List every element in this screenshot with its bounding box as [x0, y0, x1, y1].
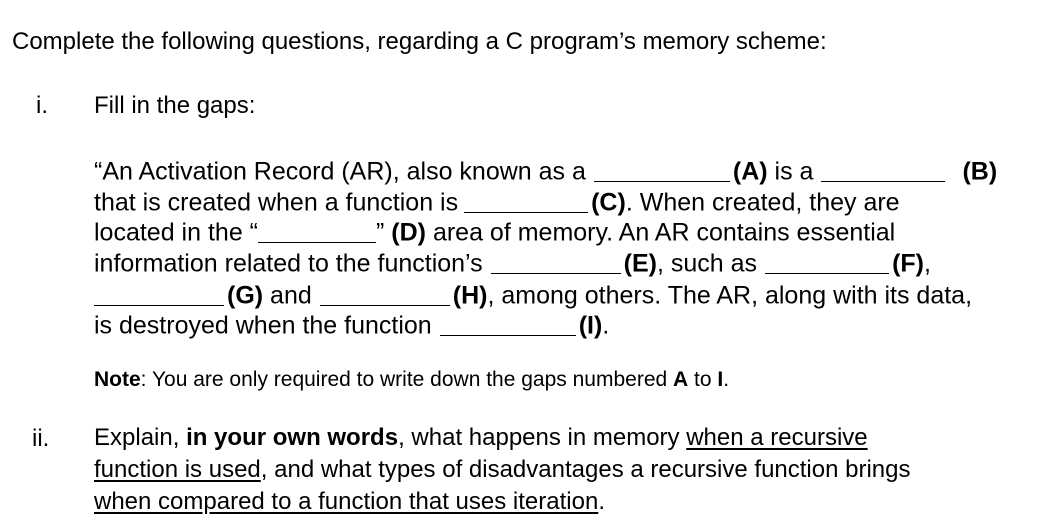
question-number-ii: ii. [32, 425, 50, 452]
gap-label-d: (D) [391, 218, 426, 247]
paragraph-line-2 [94, 186, 900, 217]
paragraph-line-6 [94, 309, 609, 340]
question-ii-line-2 [94, 456, 911, 484]
line-text: , among others. The AR, along with its data, [487, 281, 973, 310]
paragraph-line-1 [94, 155, 997, 186]
q2-underlined: when a recursive [686, 424, 868, 451]
question-ii-line-1 [94, 424, 868, 452]
paragraph-line-5 [94, 279, 972, 310]
gap-d-blank [258, 216, 376, 243]
gap-a-blank [594, 155, 730, 182]
line-text: “An Activation Record (AR), also known as a [94, 157, 586, 186]
gap-e-blank [491, 247, 621, 274]
line-text: , [923, 249, 931, 278]
gap-i-blank [440, 309, 576, 336]
q2-emphasis: in your own words [186, 424, 399, 451]
gap-label-i: (I) [578, 311, 603, 340]
note-range-start: A [673, 368, 689, 391]
q2-text: . [598, 488, 605, 515]
gap-label-f: (F) [892, 249, 924, 278]
line-text: and [263, 281, 312, 310]
gap-label-a: (A) [732, 157, 768, 186]
q2-text: , what happens in memory [398, 424, 687, 451]
note-label: Note [94, 368, 141, 391]
question-number-i: i. [36, 92, 48, 119]
gap-b-blank [821, 155, 945, 182]
line-text: is a [767, 157, 814, 186]
line-text: area of memory. An AR contains essential [426, 218, 896, 247]
line-text: located in the “ [94, 218, 258, 247]
q2-text: Explain, [94, 424, 187, 451]
paragraph-line-3 [94, 216, 895, 247]
note-to: to [688, 368, 718, 391]
gap-c-blank [464, 186, 588, 213]
gap-label-h: (H) [452, 281, 488, 310]
gap-f-blank [765, 247, 889, 274]
gap-g-blank [94, 279, 224, 306]
q2-text: , and what types of disadvantages a recursive function brings [260, 456, 911, 483]
line-text: is destroyed when the function [94, 311, 432, 340]
line-text: , such as [657, 249, 758, 278]
line-text: that is created when a function is [94, 188, 459, 217]
gap-label-g: (G) [227, 281, 264, 310]
question-i-prompt: Fill in the gaps: [94, 92, 256, 119]
note-text: : You are only required to write down the gaps numbered [140, 368, 668, 391]
line-text: information related to the function’s [94, 249, 483, 278]
gap-h-blank [320, 279, 450, 306]
intro-text: Complete the following questions, regarding a C program’s memory scheme: [12, 28, 827, 55]
gap-label-b: (B) [962, 157, 998, 186]
gap-label-e: (E) [623, 249, 657, 278]
note-range-end: I [717, 368, 724, 391]
paragraph-line-4 [94, 247, 931, 278]
q2-underlined: when compared to a function that uses iteration [94, 488, 599, 515]
gap-label-c: (C) [591, 188, 626, 217]
note-end: . [723, 368, 730, 391]
line-text: . When created, they are [625, 188, 900, 217]
question-ii-line-3 [94, 488, 605, 516]
q2-underlined: function is used [94, 456, 261, 483]
note [94, 368, 729, 392]
line-text: ” [376, 218, 392, 247]
line-text: . [602, 311, 610, 340]
